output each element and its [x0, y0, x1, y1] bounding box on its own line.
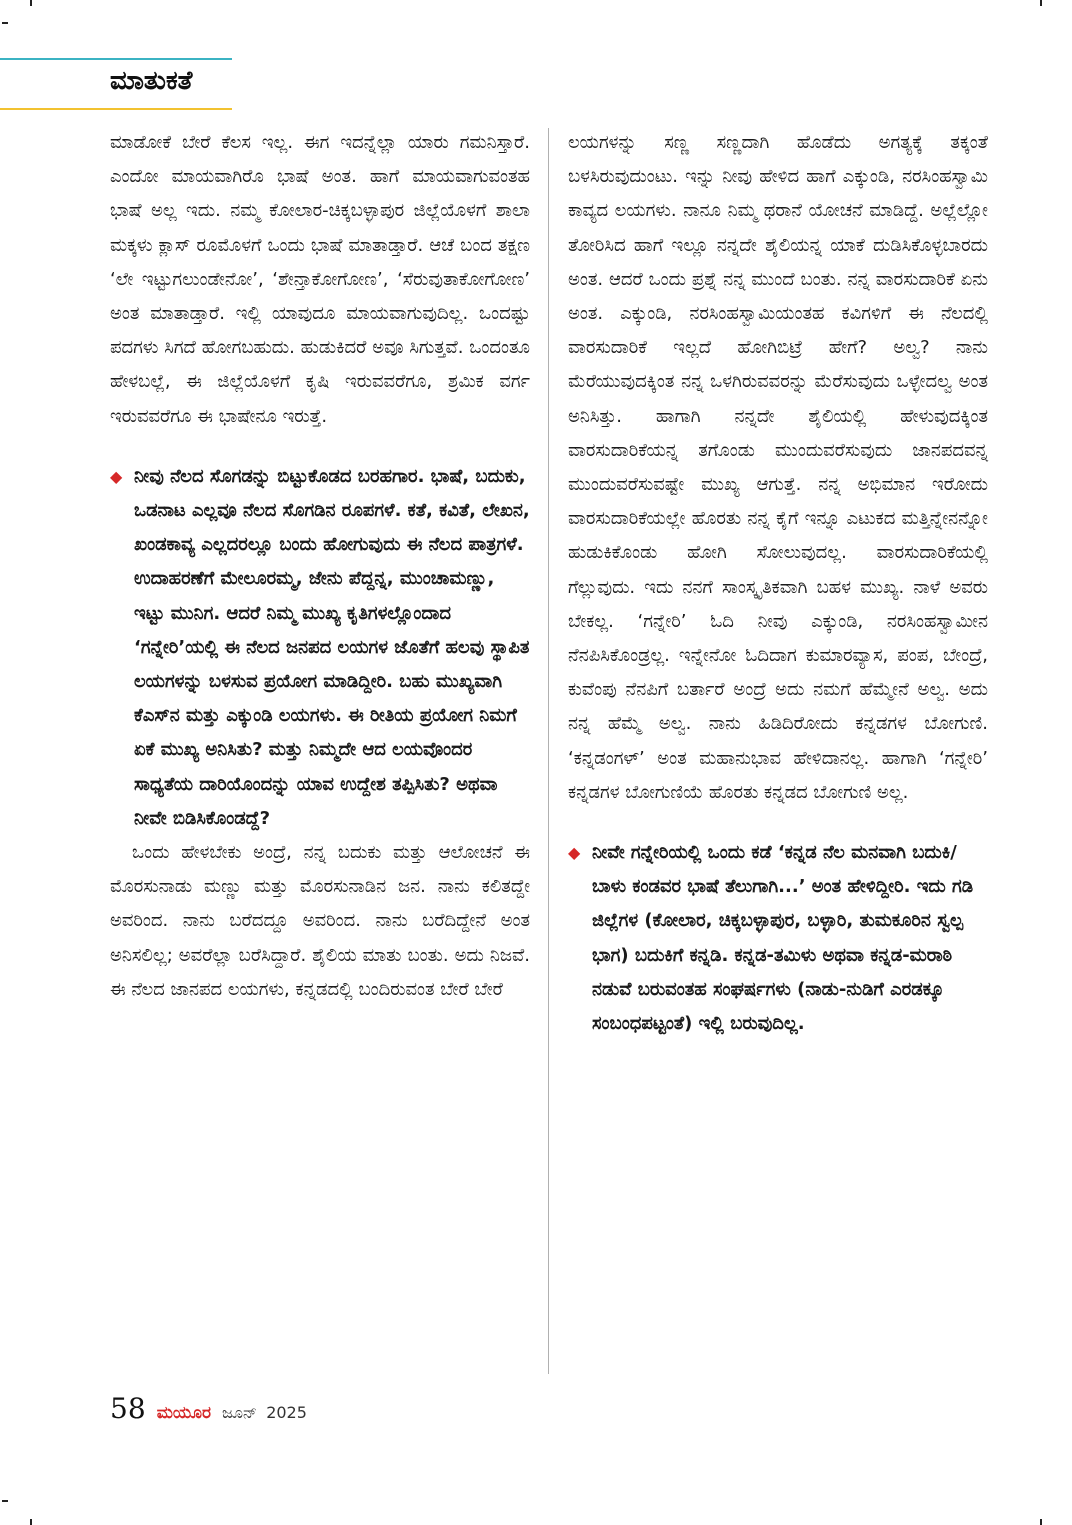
crop-mark [30, 1519, 32, 1525]
page-footer [110, 1392, 307, 1426]
page-number: 58 [110, 1392, 146, 1425]
crop-mark [2, 22, 8, 24]
magazine-logo: ಮಯೂರ [156, 1403, 211, 1423]
diamond-bullet-icon: ◆ [568, 843, 581, 863]
question-text: ನೀವೇ ಗನ್ನೇರಿಯಲ್ಲಿ ಒಂದು ಕಡೆ ‘ಕನ್ನಡ ನೆಲ ಮನವಾಗಿ ಬದುಕಿ/ ಬಾಳು ಕಂಡವರ ಭಾಷೆ ತೆಲುಗಾಗಿ...’ ಅಂತ ಹೇಳಿದ್ದೀರಿ. ಇದು ಗಡಿ ಜಿಲ್ಲೆಗಳ (ಕೋಲಾರ, ಚಿಕ್ಕಬಳ್ಳಾಪುರ, ಬಳ್ಳಾರಿ, ತುಮಕೂರಿನ ಸ್ವಲ್ಪ ಭಾಗ) ಬದುಕಿಗೆ ಕನ್ನಡಿ. ಕನ್ನಡ-ತಮಿಳು ಅಥವಾ ಕನ್ನಡ-ಮರಾಠಿ ನಡುವೆ ಬರುವಂತಹ ಸಂಘರ್ಷಗಳು (ನಾಡು-ನುಡಿಗೆ ಎರಡಕ್ಕೂ ಸಂಬಂಧಪಟ್ಟಂತೆ) ಇಲ್ಲಿ ಬರುವುದಿಲ್ಲ. [592, 842, 974, 1035]
body-paragraph: ಮಾಡೋಕೆ ಬೇರೆ ಕೆಲಸ ಇಲ್ಲ. ಈಗ ಇದನ್ನೆಲ್ಲಾ ಯಾರು ಗಮನಿಸ್ತಾರೆ. ಎಂದೋ ಮಾಯವಾಗಿರೊ ಭಾಷೆ ಅಂತ. ಹಾಗೆ ಮಾಯವಾಗುವಂತಹ ಭಾಷೆ ಅಲ್ಲ ಇದು. ನಮ್ಮ ಕೋಲಾರ-ಚಿಕ್ಕಬಳ್ಳಾಪುರ ಜಿಲ್ಲೆಯೊಳಗೆ ಶಾಲಾ ಮಕ್ಕಳು ಕ್ಲಾಸ್ ರೂಮೊಳಗೆ ಒಂದು ಭಾಷೆ ಮಾತಾಡ್ತಾರೆ. ಆಚೆ ಬಂದ ತಕ್ಷಣ ‘ಲೇ ಇಟ್ಟುಗಲುಂಡೇನೋ’, ‘ಶೇನ್ತಾಕೋಗೋಣ’, ‘ಸೆರುವುತಾಕೋಗೋಣ’ ಅಂತ ಮಾತಾಡ್ತಾರೆ. ಇಲ್ಲಿ ಯಾವುದೂ ಮಾಯವಾಗುವುದಿಲ್ಲ. ಒಂದಷ್ಟು ಪದಗಳು ಸಿಗದೆ ಹೋಗಬಹುದು. ಹುಡುಕಿದರೆ ಅವೂ ಸಿಗುತ್ತವೆ. ಒಂದಂತೂ ಹೇಳಬಲ್ಲೆ, ಈ ಜಿಲ್ಲೆಯೊಳಗೆ ಕೃಷಿ ಇರುವವರೆಗೂ, ಶ್ರಮಿಕ ವರ್ಗ ಇರುವವರೆಗೂ ಈ ಭಾಷೇನೂ ಇರುತ್ತೆ. [110, 132, 530, 427]
left-column [110, 126, 530, 1007]
answer-paragraph: ಒಂದು ಹೇಳಬೇಕು ಅಂದ್ರೆ, ನನ್ನ ಬದುಕು ಮತ್ತು ಆಲೋಚನೆ ಈ ಮೊರಸುನಾಡು ಮಣ್ಣು ಮತ್ತು ಮೊರಸುನಾಡಿನ ಜನ. ನಾನು ಕಲಿತದ್ದೇ ಅವರಿಂದ. ನಾನು ಬರೆದದ್ದೂ ಅವರಿಂದ. ನಾನು ಬರೆದಿದ್ದೇನೆ ಅಂತ ಅನಿಸಲಿಲ್ಲ; ಅವರೆಲ್ಲಾ ಬರೆಸಿದ್ದಾರೆ. ಶೈಲಿಯ ಮಾತು ಬಂತು. ಅದು ನಿಜವೆ. ಈ ನೆಲದ ಜಾನಪದ ಲಯಗಳು, ಕನ್ನಡದಲ್ಲಿ ಬಂದಿರುವಂತ ಬೇರೆ ಬೇರೆ [110, 842, 530, 1000]
crop-mark [2, 1500, 8, 1502]
column-divider [548, 128, 549, 1374]
issue-month: ಜೂನ್ [222, 1403, 258, 1422]
crop-mark [1040, 0, 1042, 6]
body-paragraph: ಲಯಗಳನ್ನು ಸಣ್ಣ ಸಣ್ಣದಾಗಿ ಹೊಡೆದು ಅಗತ್ಯಕ್ಕೆ ತಕ್ಕಂತೆ ಬಳಸಿರುವುದುಂಟು. ಇನ್ನು ನೀವು ಹೇಳಿದ ಹಾಗೆ ಎಕ್ಕುಂಡಿ, ನರಸಿಂಹಸ್ವಾಮಿ ಕಾವ್ಯದ ಲಯಗಳು. ನಾನೂ ನಿಮ್ಮ ಥರಾನೆ ಯೋಚನೆ ಮಾಡಿದ್ದೆ. ಅಲ್ಲೆಲ್ಲೋ ತೋರಿಸಿದ ಹಾಗೆ ಇಲ್ಲೂ ನನ್ನದೇ ಶೈಲಿಯನ್ನ ಯಾಕೆ ದುಡಿಸಿಕೊಳ್ಳಬಾರದು ಅಂತ. ಆದರೆ ಒಂದು ಪ್ರಶ್ನೆ ನನ್ನ ಮುಂದೆ ಬಂತು. ನನ್ನ ವಾರಸುದಾರಿಕೆ ಏನು ಅಂತ. ಎಕ್ಕುಂಡಿ, ನರಸಿಂಹಸ್ವಾಮಿಯಂತಹ ಕವಿಗಳಿಗೆ ಈ ನೆಲದಲ್ಲಿ ವಾರಸುದಾರಿಕೆ ಇಲ್ಲದೆ ಹೋಗಿಬಿಟ್ರೆ ಹೇಗೆ? ಅಲ್ವ? ನಾನು ಮೆರೆಯುವುದಕ್ಕಿಂತ ನನ್ನ ಒಳಗಿರುವವರನ್ನು ಮೆರೆಸುವುದು ಒಳ್ಳೇದಲ್ವ ಅಂತ ಅನಿಸಿತ್ತು. ಹಾಗಾಗಿ ನನ್ನದೇ ಶೈಲಿಯಲ್ಲಿ ಹೇಳುವುದಕ್ಕಿಂತ ವಾರಸುದಾರಿಕೆಯನ್ನ ತಗೊಂಡು ಮುಂದುವರೆಸುವುದು ಜಾನಪದವನ್ನ ಮುಂದುವರೆಸುವಷ್ಟೇ ಮುಖ್ಯ ಆಗುತ್ತೆ. ನನ್ನ ಅಭಿಮಾನ ಇರೋದು ವಾರಸುದಾರಿಕೆಯಲ್ಲೇ ಹೊರತು ನನ್ನ ಕೈಗೆ ಇನ್ನೂ ಎಟುಕದ ಮತ್ತಿನ್ನೇನನ್ನೋ ಹುಡುಕಿಕೊಂಡು ಹೋಗಿ ಸೋಲುವುದಲ್ಲ. ವಾರಸುದಾರಿಕೆಯಲ್ಲಿ ಗೆಲ್ಲುವುದು. ಇದು ನನಗೆ ಸಾಂಸ್ಕೃತಿಕವಾಗಿ ಬಹಳ ಮುಖ್ಯ. ನಾಳೆ ಅವರು ಬೇಕಲ್ಲ. ‘ಗನ್ನೇರಿ’ ಓದಿ ನೀವು ಎಕ್ಕುಂಡಿ, ನರಸಿಂಹಸ್ವಾಮೀನ ನೆನಪಿಸಿಕೊಂಡ್ರಲ್ಲ. ಇನ್ನೇನೋ ಓದಿದಾಗ ಕುಮಾರವ್ಯಾಸ, ಪಂಪ, ಬೇಂದ್ರೆ, ಕುವೆಂಪು ನೆನಪಿಗೆ ಬರ್ತಾರೆ ಅಂದ್ರೆ ಅದು ನಮಗೆ ಹೆಮ್ಮೇನೆ ಅಲ್ವ. ಅದು ನನ್ನ ಹೆಮ್ಮೆ ಅಲ್ವ. ನಾನು ಹಿಡಿದಿರೋದು ಕನ್ನಡಗಳ ಬೋಗುಣಿ. ‘ಕನ್ನಡಂಗಳ್’ ಅಂತ ಮಹಾನುಭಾವ ಹೇಳಿದಾನಲ್ಲ. ಹಾಗಾಗಿ ‘ಗನ್ನೇರಿ’ ಕನ್ನಡಗಳ ಬೋಗುಣಿಯೆ ಹೊರತು ಕನ್ನಡದ ಬೋಗುಣಿ ಅಲ್ಲ. [568, 132, 988, 803]
right-column [568, 126, 988, 1041]
diamond-bullet-icon: ◆ [110, 466, 123, 486]
question-text: ನೀವು ನೆಲದ ಸೊಗಡನ್ನು ಬಿಟ್ಟುಕೊಡದ ಬರಹಗಾರ. ಭಾಷೆ, ಬದುಕು, ಒಡನಾಟ ಎಲ್ಲವೂ ನೆಲದ ಸೊಗಡಿನ ರೂಪಗಳೆ. ಕತೆ, ಕವಿತೆ, ಲೇಖನ, ಖಂಡಕಾವ್ಯ ಎಲ್ಲದರಲ್ಲೂ ಬಂದು ಹೋಗುವುದು ಈ ನೆಲದ ಪಾತ್ರಗಳೆ. ಉದಾಹರಣೆಗೆ ಮೇಲೂರಮ್ಮ, ಜೇನು ಪೆದ್ದನ್ನ, ಮುಂಚಾಮಣ್ಣು, ಇಟ್ಟು ಮುನಿಗ. ಆದರೆ ನಿಮ್ಮ ಮುಖ್ಯ ಕೃತಿಗಳಲ್ಲೊಂದಾದ ‘ಗನ್ನೇರಿ’ಯಲ್ಲಿ ಈ ನೆಲದ ಜನಪದ ಲಯಗಳ ಜೊತೆಗೆ ಹಲವು ಸ್ಥಾಪಿತ ಲಯಗಳನ್ನು ಬಳಸುವ ಪ್ರಯೋಗ ಮಾಡಿದ್ದೀರಿ. ಬಹು ಮುಖ್ಯವಾಗಿ ಕೆಎಸ್‌ನ ಮತ್ತು ಎಕ್ಕುಂಡಿ ಲಯಗಳು. ಈ ರೀತಿಯ ಪ್ರಯೋಗ ನಿಮಗೆ ಏಕೆ ಮುಖ್ಯ ಅನಿಸಿತು? ಮತ್ತು ನಿಮ್ಮದೇ ಆದ ಲಯವೊಂದರ ಸಾಧ್ಯತೆಯ ದಾರಿಯೊಂದನ್ನು ಯಾವ ಉದ್ದೇಶ ತಪ್ಪಿಸಿತು? ಅಥವಾ ನೀವೇ ಬಿಡಿಸಿಕೊಂಡದ್ದೆ? [134, 465, 530, 829]
crop-mark [1040, 1519, 1042, 1525]
question-paragraph [568, 836, 988, 1041]
section-label: ಮಾತುಕತೆ [110, 66, 193, 96]
crop-mark [30, 0, 32, 6]
issue-year: 2025 [266, 1403, 307, 1422]
section-header [0, 58, 232, 110]
question-paragraph [110, 460, 530, 836]
header-rule-bottom [0, 108, 232, 110]
header-rule-top [0, 58, 232, 60]
